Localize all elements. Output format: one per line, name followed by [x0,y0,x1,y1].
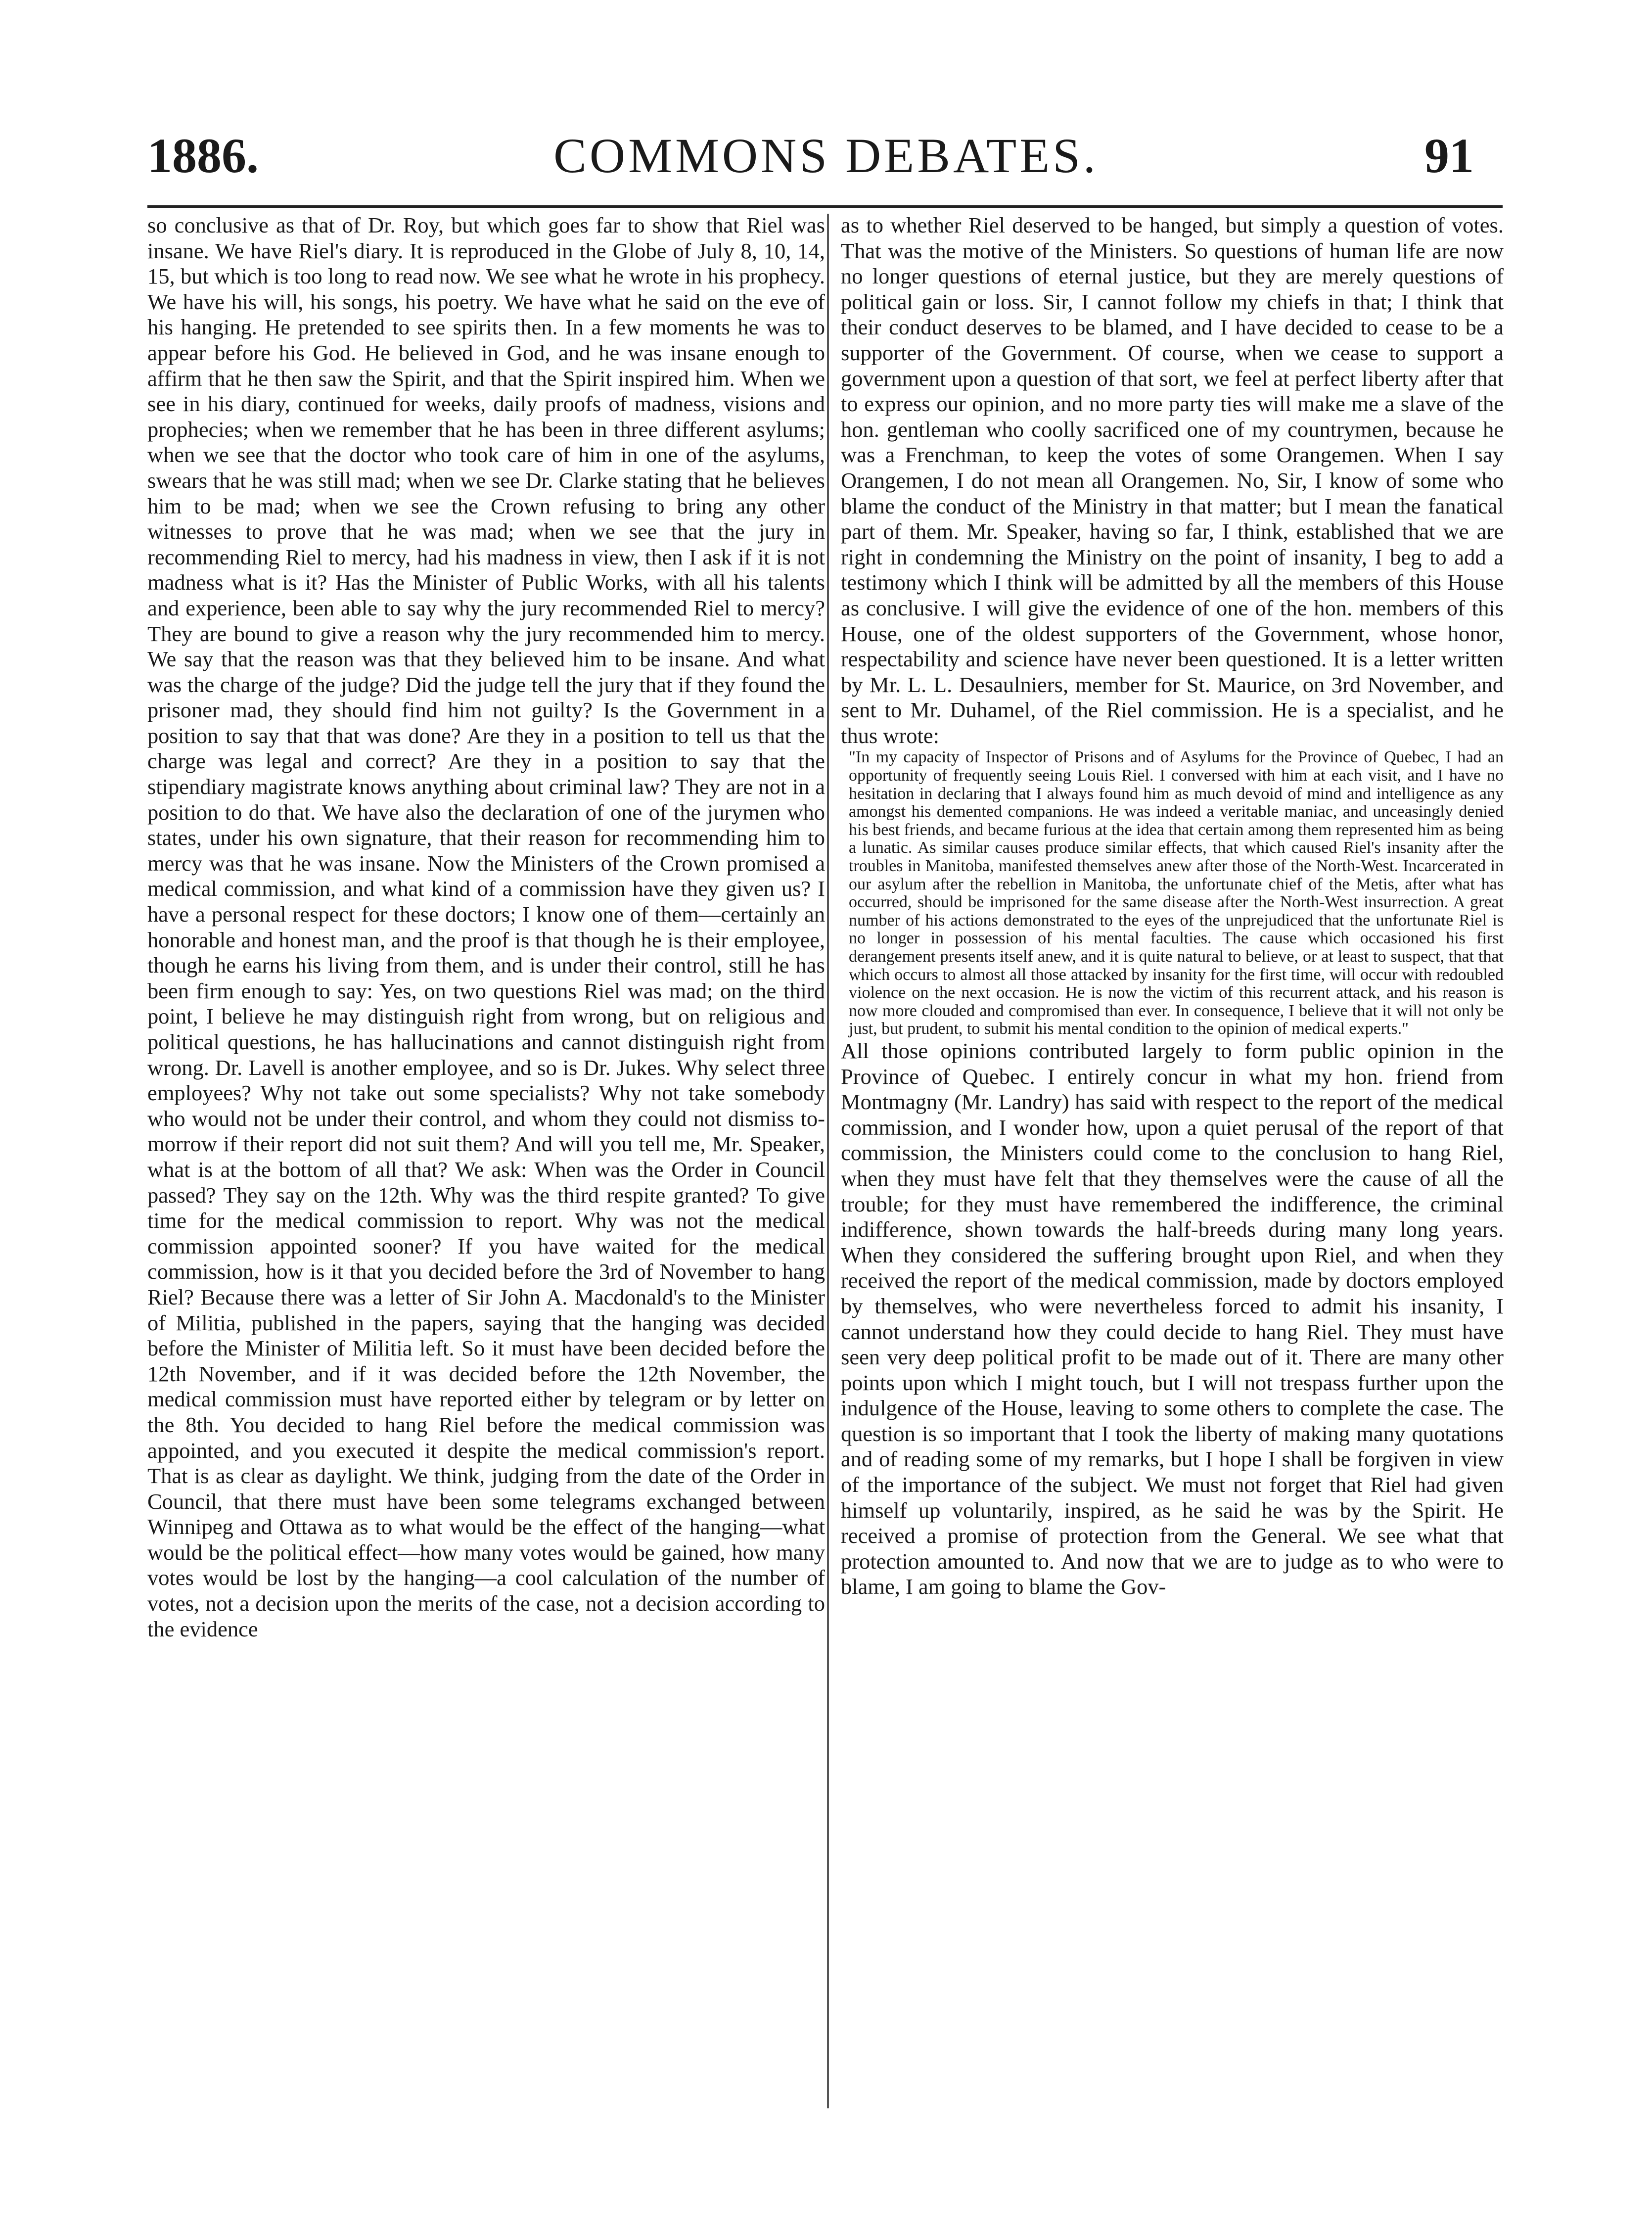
left-column [147,213,825,1642]
quotation-block [849,748,1504,1038]
left-paragraph-1: so conclusive as that of Dr. Roy, but which goes far to show that Riel was insane. We have Riel's diary. It is reproduced in the Globe of July 8, 10, 14, 15, but which is too long to read now. We see what he wrote in his prophecy. We have his will, his songs, his poetry. We have what he said on the eve of his hanging. He pretended to see spirits then. In a few moments he was to appear before his God. He believed in God, and he was insane enough to affirm that he then saw the Spirit, and that the Spirit inspired him. When we see in his diary, continued for weeks, daily proofs of madness, visions and prophecies; when we remember that he has been in three different asylums; when we see that the doctor who took care of him in one of the asylums, swears that he was still mad; when we see Dr. Clarke stating that he believes him to be mad; when we see the Crown refusing to bring any other witnesses to prove that he was mad; when we see that the jury in recommending Riel to mercy, had his madness in view, then I ask if it is not madness what is it? Has the Minister of Public Works, with all his talents and experience, been able to say why the jury recommended Riel to mercy? They are bound to give a reason why the jury recommended him to mercy. We say that the reason was that they believed him to be insane. And what was the charge of the judge? Did the judge tell the jury that if they found the prisoner mad, they should find him not guilty? Is the Government in a position to say that that was done? Are they in a position to tell us that the charge was legal and correct? Are they in a position to say that the stipendiary magistrate knows anything about criminal law? They are not in a position to do that. We have also the declaration of one of the jurymen who states, under his own signature, that their reason for recommending him to mercy was that he was insane. Now the Ministers of the Crown promised a medical commission, and what kind of a commission have they given us? I have a personal respect for these doctors; I know one of them—certainly an honorable and honest man, and the proof is that though he is their employee, though he earns his living from them, and is under their control, still he has been firm enough to say: Yes, on two questions Riel was mad; on the third point, I believe he may distinguish right from wrong, but on religious and political questions, he has hallucinations and cannot distinguish right from wrong. Dr. Lavell is another employee, and so is Dr. Jukes. Why select three employees? Why not take out some specialists? Why not take somebody who would not be under their control, and whom they could not dismiss to-morrow if their report did not suit them? And will you tell me, Mr. Speaker, what is at the bottom of all that? We ask: When was the Order in Council passed? They say on the 12th. Why was the third respite granted? To give time for the medical commission to report. Why was not the medical commission appointed sooner? If you have waited for the medical commission, how is it that you decided before the 3rd of November to hang Riel? Because there was a letter of Sir John A. Macdonald's to the Minister of Militia, published in the papers, saying that the hanging was decided before the Minister of Militia left. So it must have been decided before the 12th November, and if it was decided before the 12th November, the medical commission must have reported either by telegram or by letter on the 8th. You decided to hang Riel before the medical commission was appointed, and you executed it despite the medical commission's report. That is as clear as daylight. We think, judging from the date of the Order in Council, that there must have been some telegrams exchanged between Winnipeg and Ottawa as to what would be the effect of the hanging—what would be the political effect—how many votes would be gained, how many votes would be lost by the hanging—a cool calculation of the number of votes, not a decision upon the merits of the case, not a decision according to the evidence [147,213,825,1641]
header-year: 1886. [147,128,259,183]
right-paragraph-2: All those opinions contributed largely to form public opinion in the Province of Quebec. I entirely concur in what my hon. friend from Montmagny (Mr. Landry) has said with respect to the report of the medical commission, and I wonder how, upon a quiet perusal of the report of that commission, the Ministers could come to the conclusion to hang Riel, when they must have felt that they themselves were the cause of all the trouble; for they must have remembered the indifference, the criminal indifference, shown towards the half-breeds during many long years. When they considered the suffering brought upon Riel, and when they received the report of the medical commission, made by doctors employed by themselves, who were nevertheless forced to admit his insanity, I cannot understand how they could decide to hang Riel. They must have seen very deep political profit to be made out of it. There are many other points upon which I might touch, but I will not trespass further upon the indulgence of the House, leaving to some others to complete the case. The question is so important that I took the liberty of making many quotations and of reading some of my remarks, but I hope I shall be forgiven in view of the importance of the subject. We must not forget that Riel had given himself up voluntarily, inspired, as he said he was by the Spirit. He received a promise of protection from the General. We see what that protection amounted to. And now that we are to judge as to who were to blame, I am going to blame the Gov- [841,1038,1504,1599]
header-rule [147,205,1503,208]
desaulniers-letter-quote: "In my capacity of Inspector of Prisons and of Asylums for the Province of Quebec, I had an opportunity of frequently seeing Louis Riel. I conversed with him at each visit, and I have no hesitation in declaring that I always found him as much devoid of mind and intelligence as any amongst his demented companions. He was indeed a veritable maniac, and unceasingly denied his best friends, and became furious at the idea that certain among them represented him as being a lunatic. As similar causes produce similar effects, that which caused Riel's insanity after the troubles in Manitoba, manifested themselves anew after those of the North-West. Incarcerated in our asylum after the rebellion in Manitoba, the unfortunate chief of the Metis, after what has occurred, should be imprisoned for the same disease after the North-West insurrection. A great number of his actions demonstrated to the eyes of the unprejudiced that the unfortunate Riel is no longer in possession of his mental faculties. The cause which occasioned his first derangement presents itself anew, and it is quite natural to believe, or at least to suspect, that that which occurs to almost all those attacked by insanity for the first time, will occur with redoubled violence on the next occasion. He is now the victim of this recurrent attack, and his reason is now more clouded and compromised than ever. In consequence, I believe that it will not only be just, but prudent, to submit his mental condition to the opinion of medical experts." [849,748,1504,1038]
header-title: COMMONS DEBATES. [553,128,1099,183]
right-paragraph-1: as to whether Riel deserved to be hanged, but simply a question of votes. That was the motive of the Ministers. So questions of human life are now no longer questions of eternal justice, but they are merely questions of political gain or loss. Sir, I cannot follow my chiefs in that; I think that their conduct deserves to be blamed, and I have decided to cease to be a supporter of the Government. Of course, when we cease to support a government upon a question of that sort, we feel at perfect liberty after that to express our opinion, and no more party ties will make me a slave of the hon. gentleman who coolly sacrificed one of my countrymen, because he was a Frenchman, to keep the votes of some Orangemen. When I say Orangemen, I do not mean all Orangemen. No, Sir, I know of some who blame the conduct of the Ministry in that matter; but I mean the fanatical part of them. Mr. Speaker, having so far, I think, established that we are right in condemning the Ministry on the point of insanity, I beg to add a testimony which I think will be admitted by all the members of this House as conclusive. I will give the evidence of one of the hon. members of this House, one of the oldest supporters of the Government, whose honor, respectability and science have never been questioned. It is a letter written by Mr. L. L. Desaulniers, member for St. Maurice, on 3rd November, and sent to Mr. Duhamel, of the Riel commission. He is a specialist, and he thus wrote: [841,213,1504,748]
page-number: 91 [1424,128,1474,183]
right-column [841,213,1504,1600]
column-divider [827,214,829,2108]
